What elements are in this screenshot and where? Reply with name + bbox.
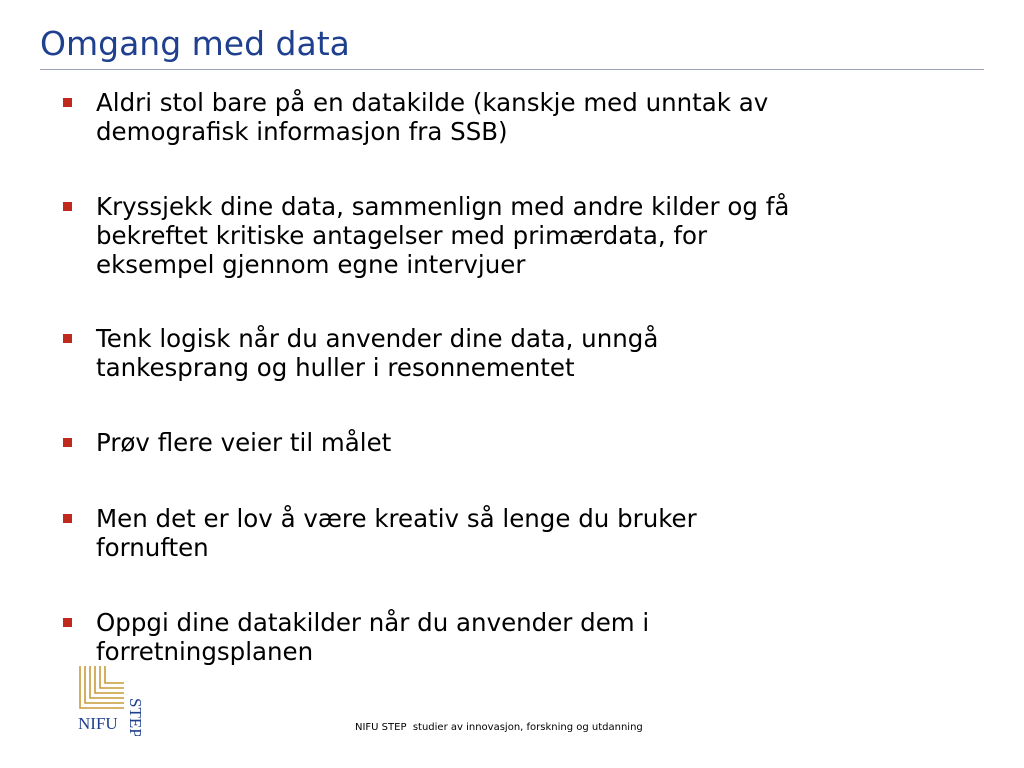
title-divider (40, 69, 984, 70)
bullet-item (63, 504, 963, 562)
bullet-item (63, 428, 963, 457)
bullet-item (63, 192, 963, 279)
bullet-square-icon (63, 514, 72, 523)
footer-text: NIFU STEP studier av innovasjon, forskning og utdanning (355, 722, 643, 733)
logo-text-step: STEP (126, 698, 145, 736)
bullet-item (63, 324, 963, 382)
logo-text-nifu: NIFU (78, 714, 118, 733)
bullet-text: Men det er lov å være kreativ så lenge du bruker fornuften (96, 504, 697, 562)
bullet-item (63, 608, 963, 666)
slide-title: Omgang med data (40, 24, 350, 63)
bullet-text: Kryssjekk dine data, sammenlign med andre kilder og få bekreftet kritiske antagelser med primærdata, for eksempel gjennom egne intervjuer (96, 192, 790, 279)
bullet-square-icon (63, 202, 72, 211)
bullet-text: Prøv flere veier til målet (96, 428, 392, 457)
bullet-square-icon (63, 98, 72, 107)
nifu-step-logo-mark (78, 664, 148, 736)
bullet-square-icon (63, 334, 72, 343)
bullet-item (63, 88, 963, 146)
bullet-square-icon (63, 438, 72, 447)
nifu-step-logo (78, 664, 148, 736)
bullet-square-icon (63, 618, 72, 627)
bullet-text: Tenk logisk når du anvender dine data, unngå tankesprang og huller i resonnementet (96, 324, 659, 382)
bullet-text: Oppgi dine datakilder når du anvender dem i forretningsplanen (96, 608, 650, 666)
bullet-text: Aldri stol bare på en datakilde (kanskje med unntak av demografisk informasjon fra SSB) (96, 88, 769, 146)
